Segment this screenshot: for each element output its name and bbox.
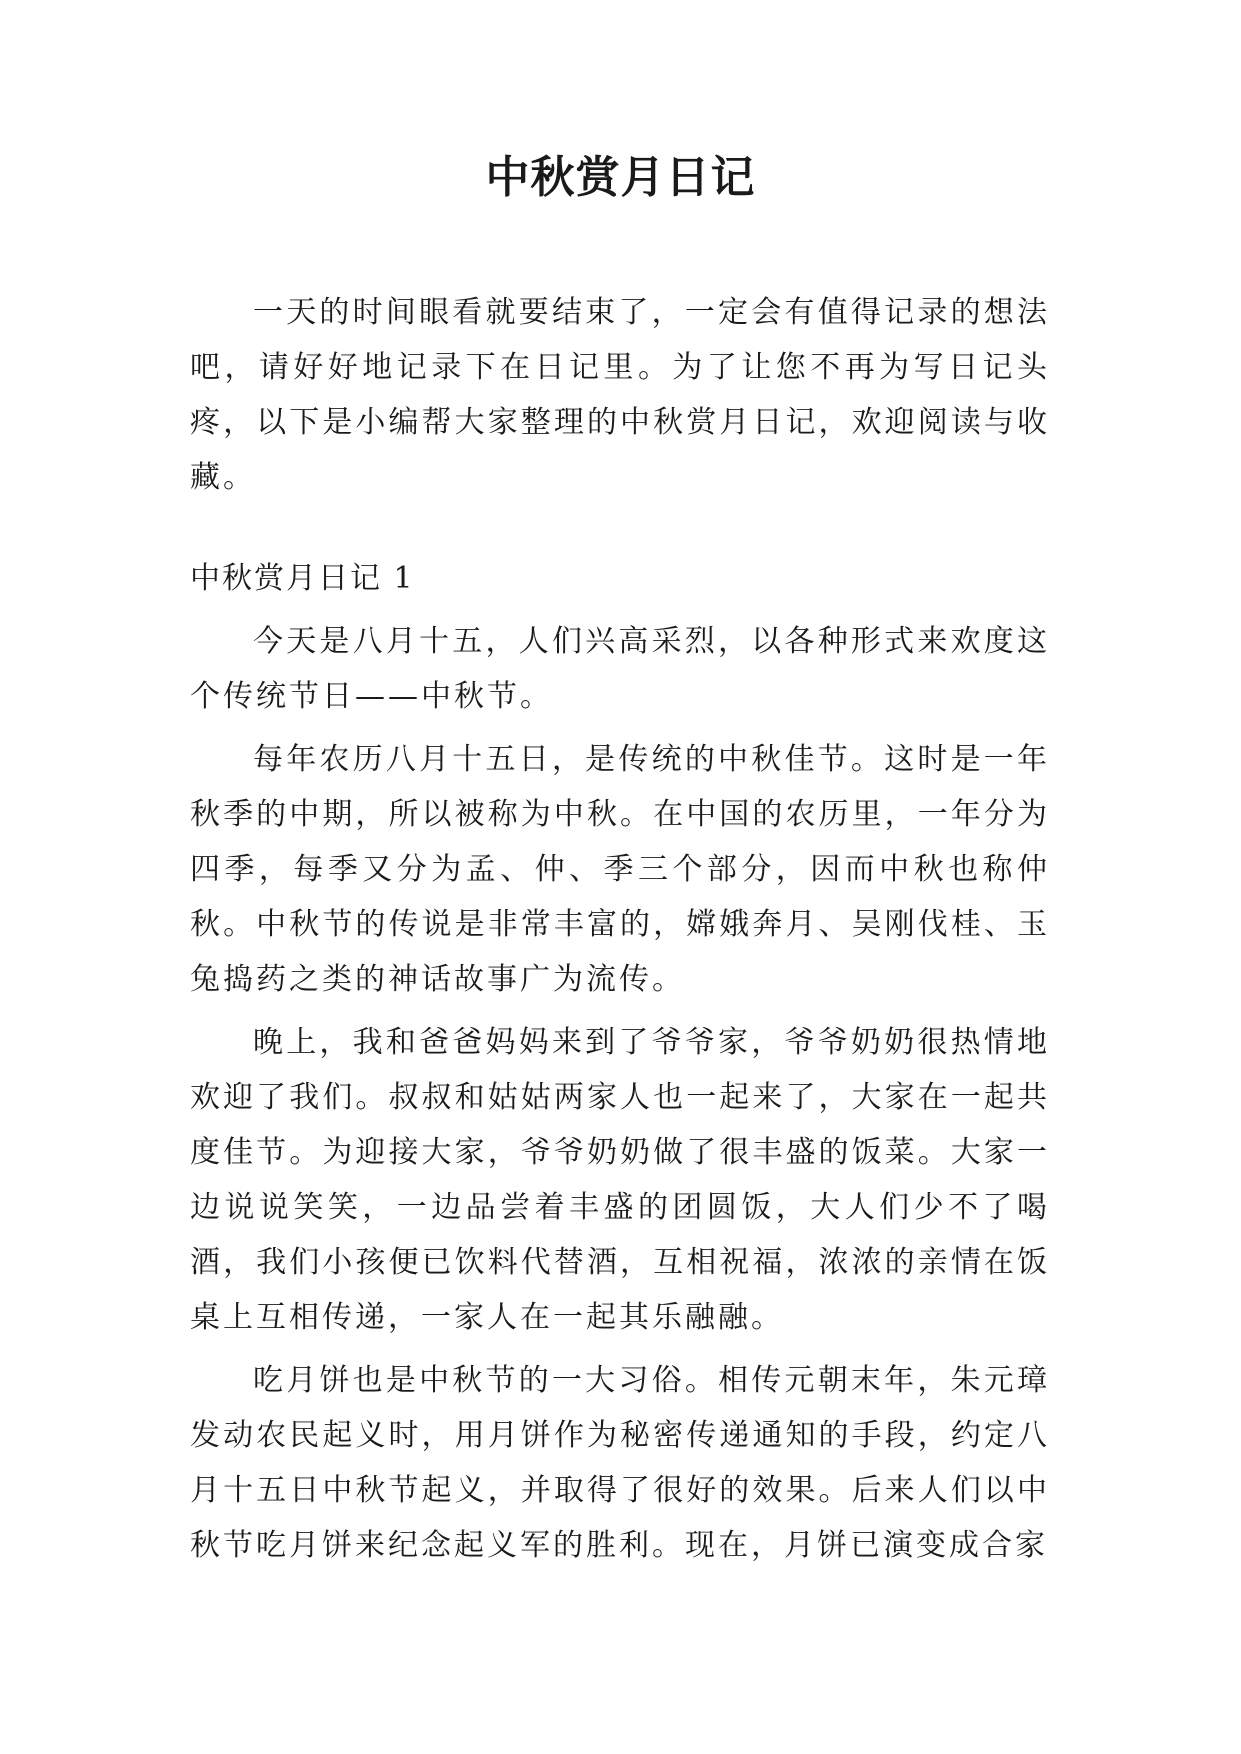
document-title: 中秋赏月日记	[485, 152, 756, 203]
intro-paragraph: 一天的时间眼看就要结束了，一定会有值得记录的想法吧，请好好地记录下在日记里。为了让您不再为写日记头疼，以下是小编帮大家整理的中秋赏月日记，欢迎阅读与收藏。	[190, 295, 1050, 495]
body-paragraph: 晚上，我和爸爸妈妈来到了爷爷家，爷爷奶奶很热情地欢迎了我们。叔叔和姑姑两家人也一起来了，大家在一起共度佳节。为迎接大家，爷爷奶奶做了很丰盛的饭菜。大家一边说说笑笑，一边品尝着丰盛的团圆饭，大人们少不了喝酒，我们小孩便已饮料代替酒，互相祝福，浓浓的亲情在饭桌上互相传递，一家人在一起其乐融融。	[190, 1025, 1050, 1335]
body-paragraph: 今天是八月十五，人们兴高采烈，以各种形式来欢度这个传统节日——中秋节。	[190, 624, 1050, 714]
body-paragraph: 吃月饼也是中秋节的一大习俗。相传元朝末年，朱元璋发动农民起义时，用月饼作为秘密传递通知的手段，约定八月十五日中秋节起义，并取得了很好的效果。后来人们以中秋节吃月饼来纪念起义军的胜利。现在，月饼已演变成合家	[190, 1363, 1050, 1563]
document-body	[190, 285, 1050, 1573]
section-heading: 中秋赏月日记 1	[190, 561, 415, 596]
body-paragraph: 每年农历八月十五日，是传统的中秋佳节。这时是一年秋季的中期，所以被称为中秋。在中国的农历里，一年分为四季，每季又分为孟、仲、季三个部分，因而中秋也称仲秋。中秋节的传说是非常丰富的，嫦娥奔月、吴刚伐桂、玉兔捣药之类的神话故事广为流传。	[190, 742, 1050, 997]
